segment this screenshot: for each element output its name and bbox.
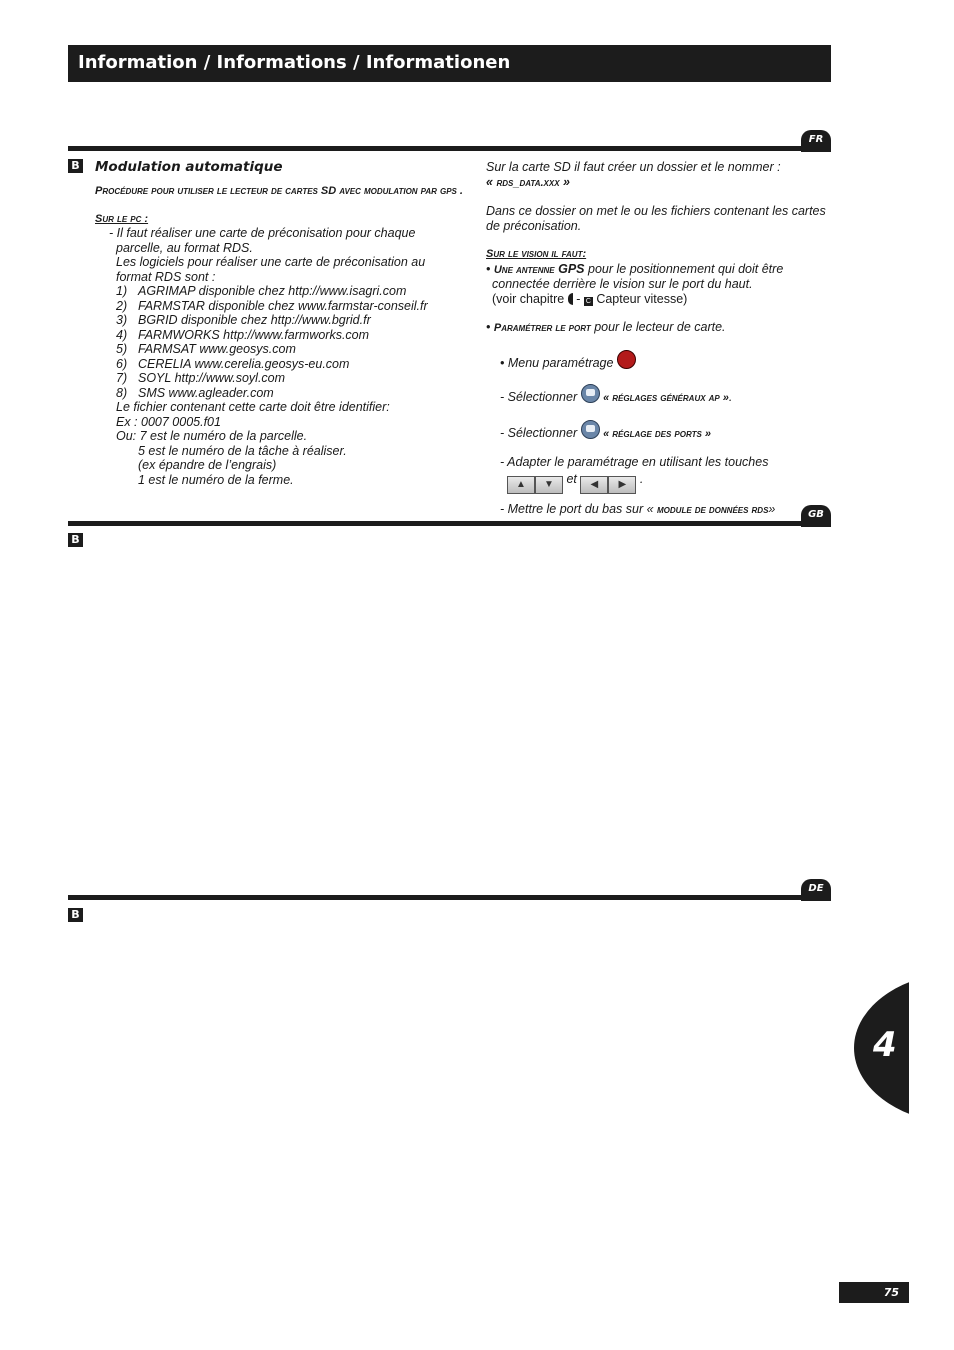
fr-keys-line: ▲ ▼ et ◀ ▶ .	[486, 472, 831, 494]
chapter-tab-mask	[909, 960, 954, 1140]
fr-example: Ex : 0007 0005.f01	[116, 414, 221, 429]
section-marker-gb: B	[68, 533, 83, 547]
fr-file-intro: Le fichier contenant cette carte doit être identifier:	[116, 400, 390, 414]
chapter-number: 4	[873, 1025, 897, 1065]
section-rule-de	[68, 895, 831, 900]
fr-adapt-line: - Adapter le paramétrage en utilisant les touches	[500, 455, 769, 469]
section-rule-gb	[68, 521, 831, 526]
fr-antenna-line2: connectée derrière le vision sur le port du haut.	[492, 277, 753, 291]
fr-procedure: Procédure pour utiliser le lecteur de cartes SD avec modulation par gps .	[95, 184, 463, 197]
fr-sur-vision: Sur le vision il faut:	[486, 248, 587, 260]
fr-select1-line: - Sélectionner « réglages généraux ap ».	[486, 384, 831, 406]
section-rule-fr	[68, 146, 831, 151]
fr-pc-line: parcelle, au format RDS.	[116, 240, 253, 255]
fr-pc-line: format RDS sont :	[116, 269, 216, 284]
software-item: 1) AGRIMAP disponible chez http://www.isagri.com	[116, 284, 407, 298]
chapter-tab-icon	[568, 293, 573, 305]
software-item: 3) BGRID disponible chez http://www.bgrid.fr	[116, 313, 371, 327]
settings-red-icon	[617, 350, 636, 369]
lang-tab-de: DE	[801, 879, 831, 901]
fr-ou-sub: (ex épandre de l’engrais)	[138, 458, 277, 472]
arrow-left-key-icon: ◀	[580, 476, 608, 494]
select-button-icon	[581, 384, 600, 403]
software-item: 6) CERELIA www.cerelia.geosys-eu.com	[116, 356, 350, 371]
fr-menu-line: • Menu paramétrage	[486, 350, 831, 371]
fr-antenna-line: • Une antenne GPS pour le positionnement qui doit être	[486, 261, 784, 276]
page-header	[68, 45, 831, 82]
arrow-right-key-icon: ▶	[608, 476, 636, 494]
fr-port-line: - Mettre le port du bas sur « module de données rds»	[500, 501, 776, 516]
select-button-icon	[581, 420, 600, 439]
lang-tab-gb: GB	[801, 505, 831, 527]
fr-ou-sub: 1 est le numéro de la ferme.	[138, 472, 294, 487]
fr-antenna-line3: (voir chapitre - C Capteur vitesse)	[492, 291, 688, 306]
fr-ou-line: Ou: 7 est le numéro de la parcelle.	[116, 429, 308, 443]
fr-sd-folder-line: « rds_data.xxx »	[486, 174, 570, 189]
fr-dossier-text: Dans ce dossier on met le ou les fichiers contenant les cartes de préconisation.	[486, 204, 826, 233]
fr-sur-le-pc: Sur le pc :	[95, 212, 149, 225]
fr-right-column	[486, 160, 831, 517]
page-number: 75	[839, 1282, 909, 1303]
software-item: 5) FARMSAT www.geosys.com	[116, 342, 296, 356]
software-item: 2) FARMSTAR disponible chez www.farmstar-conseil.fr	[116, 298, 428, 313]
arrow-up-key-icon: ▲	[507, 476, 535, 494]
software-item: 4) FARMWORKS http://www.farmworks.com	[116, 327, 370, 342]
fr-ou-sub: 5 est le numéro de la tâche à réaliser.	[138, 443, 347, 458]
section-marker-de: B	[68, 908, 83, 922]
fr-section-title: Modulation automatique	[95, 159, 283, 175]
fr-sd-line: Sur la carte SD il faut créer un dossier et le nommer :	[486, 160, 781, 174]
software-item: 7) SOYL http://www.soyl.com	[116, 371, 286, 385]
page-header-title: Information / Informations / Informationen	[78, 52, 511, 73]
fr-select2-line: - Sélectionner « réglage des ports »	[486, 420, 831, 442]
fr-param-line: • Paramétrer le port pour le lecteur de carte.	[486, 320, 726, 334]
fr-pc-line: Les logiciels pour réaliser une carte de préconisation au	[116, 255, 426, 269]
section-marker-fr: B	[68, 159, 83, 173]
fr-pc-line: - Il faut réaliser une carte de préconisation pour chaque	[109, 226, 416, 240]
software-item: 8) SMS www.agleader.com	[116, 385, 274, 400]
arrow-down-key-icon: ▼	[535, 476, 563, 494]
fr-left-column	[95, 160, 465, 487]
chapter-c-icon: C	[585, 297, 591, 305]
lang-tab-fr: FR	[801, 130, 831, 152]
